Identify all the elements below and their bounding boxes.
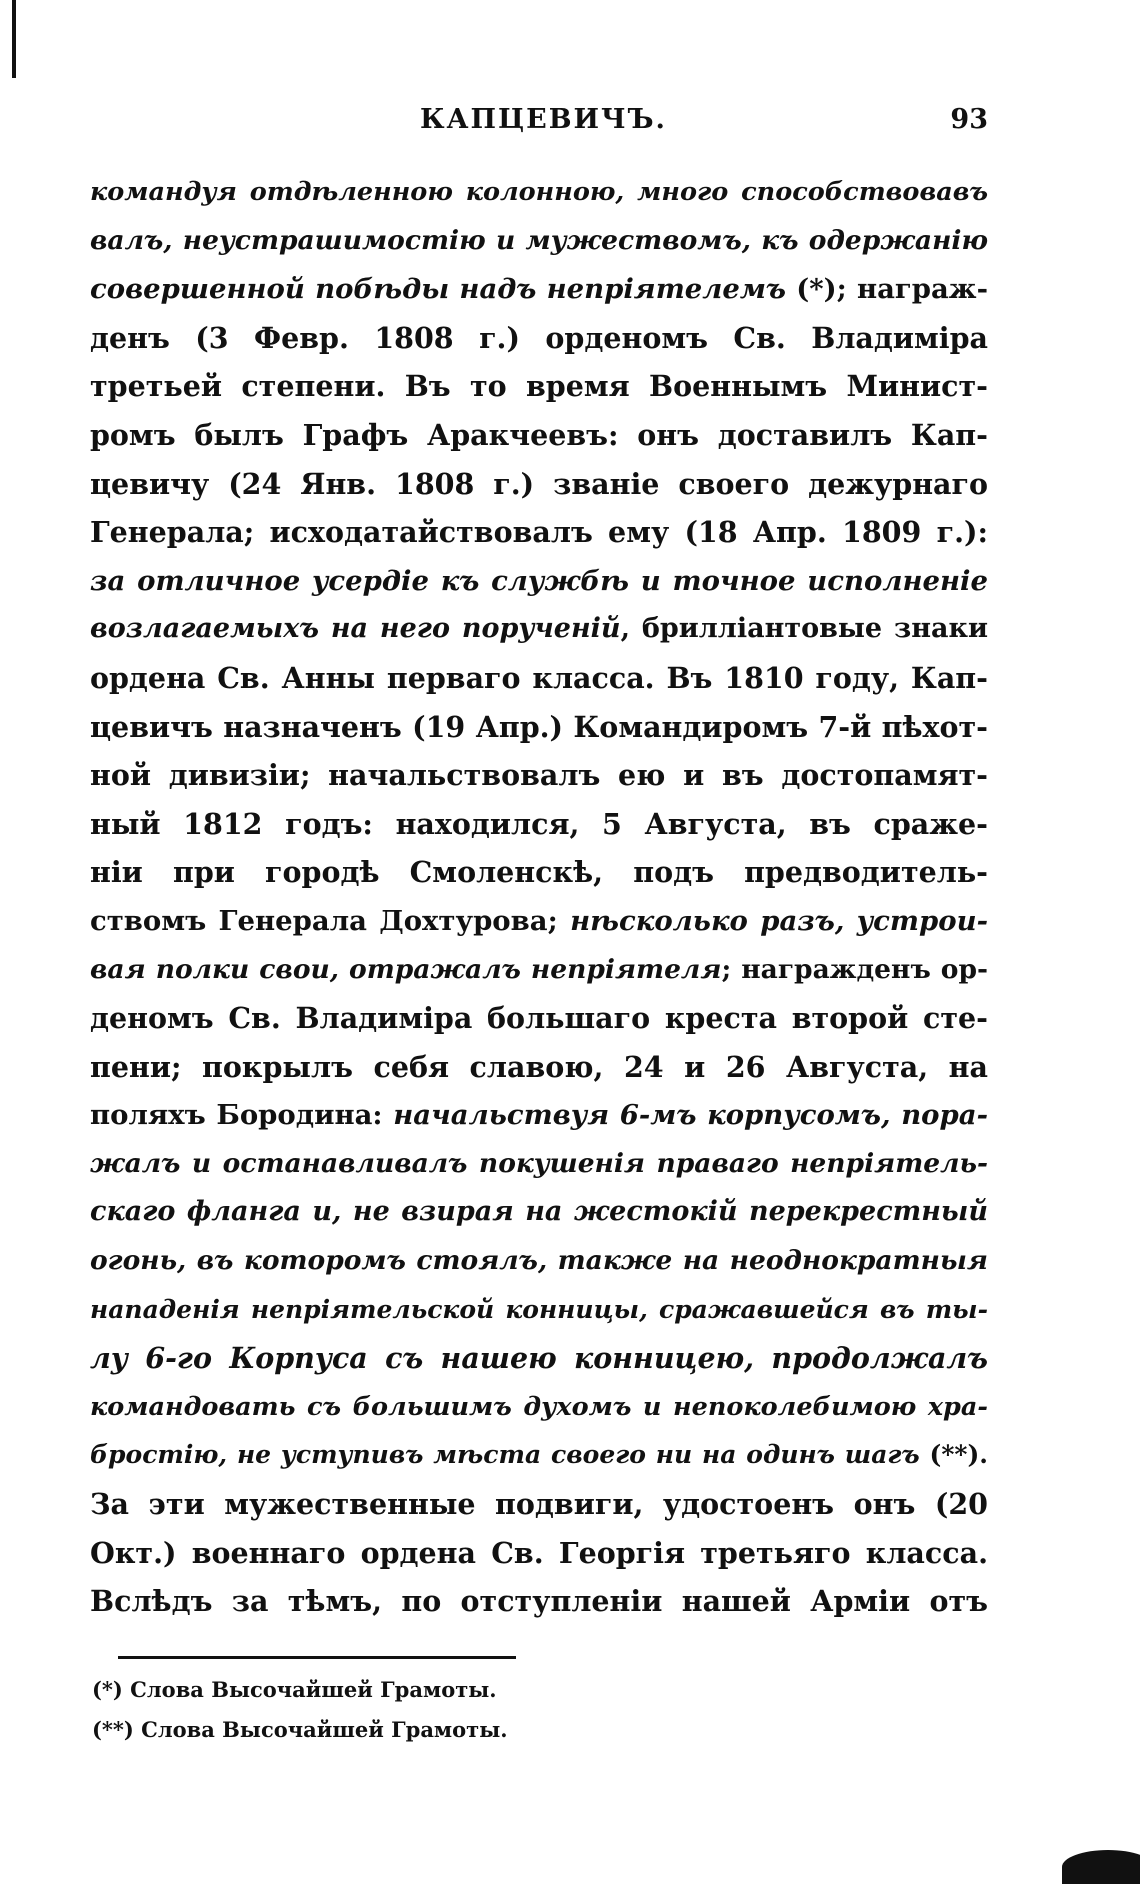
text-line <box>90 1188 988 1237</box>
text-line <box>90 800 988 849</box>
text-line <box>90 314 988 363</box>
text-line <box>90 411 988 460</box>
text-run: , бриллiантовые знаки <box>620 613 988 645</box>
text-run: деномъ Св. Владиміра большаго креста второй сте- <box>90 1001 988 1036</box>
text-line <box>90 1431 988 1480</box>
text-run: (*); награж- <box>786 273 988 306</box>
italic-quote: валъ, неустрашимостію и мужествомъ, къ одержанію <box>90 224 988 256</box>
page-edge-line <box>12 0 16 78</box>
text-run: ный 1812 годъ: находился, 5 Августа, въ сраже- <box>90 806 988 841</box>
text-line <box>90 1091 988 1140</box>
text-run: ; награжденъ ор- <box>721 953 988 985</box>
text-run: Окт.) военнаго ордена Св. Георгія третьяго класса. <box>90 1535 988 1570</box>
text-line <box>90 1043 988 1092</box>
text-run: денъ (3 Февр. 1808 г.) орденомъ Св. Владиміра <box>90 320 988 355</box>
text-run: ной дивизіи; начальствовалъ ею и въ достопамят- <box>90 758 988 793</box>
text-run: Генерала; исходатайствовалъ ему (18 Апр. 1809 г.): <box>90 515 988 550</box>
text-run: поляхъ Бородина: <box>90 1099 394 1132</box>
text-line <box>90 265 988 314</box>
running-head: КАПЦЕВИЧЪ. <box>420 104 667 135</box>
italic-quote: бростію, не уступивъ мѣста своего ни на одинъ шагъ <box>90 1440 920 1470</box>
text-line <box>90 168 988 217</box>
text-line <box>90 994 988 1043</box>
italic-quote: жалъ и останавливалъ покушенія праваго непріятель- <box>90 1147 988 1179</box>
text-run: ствомъ Генерала Дохтурова; <box>90 904 571 937</box>
body-text <box>90 168 988 1626</box>
italic-quote: вая полки свои, отражалъ непріятеля <box>90 953 722 985</box>
text-line <box>90 605 988 654</box>
italic-quote: скаго фланга и, не взирая на жестокій перекрестный <box>90 1196 988 1228</box>
text-run: ордена Св. Анны перваго класса. Въ 1810 году, Кап- <box>90 660 988 695</box>
italic-quote: командовать съ большимъ духомъ и непоколебимою хра- <box>90 1391 988 1422</box>
text-line <box>90 1383 988 1432</box>
text-line <box>90 1480 988 1529</box>
text-line <box>90 508 988 557</box>
text-run: цевичъ назначенъ (19 Апр.) Командиромъ 7-й пѣхот- <box>90 709 988 744</box>
italic-quote: лу 6-го Корпуса съ нашею конницею, продолжалъ <box>90 1341 988 1376</box>
text-run: За эти мужественные подвиги, удостоенъ онъ (20 <box>90 1487 988 1522</box>
text-run: пени; покрылъ себя славою, 24 и 26 Августа, на <box>90 1049 988 1084</box>
footnote-1: (*) Слова Высочайшей Грамоты. <box>92 1677 497 1702</box>
text-line <box>90 557 988 606</box>
text-line <box>90 897 988 946</box>
text-run: цевичу (24 Янв. 1808 г.) званіе своего дежурнаго <box>90 466 988 501</box>
text-line <box>90 946 988 995</box>
italic-quote: возлагаемыхъ на него порученій <box>90 613 621 645</box>
text-line <box>90 703 988 752</box>
italic-quote: огонь, въ которомъ стоялъ, также на неоднократныя <box>90 1245 988 1277</box>
page-header <box>90 104 988 144</box>
italic-quote: нападенія непріятельской конницы, сражавшейся въ ты- <box>90 1294 988 1324</box>
italic-quote: совершенной побѣды надъ непріятелемъ <box>90 273 787 306</box>
footnote-divider <box>118 1656 516 1659</box>
italic-quote: командуя отдѣленною колонною, много способствовавъ <box>90 177 988 207</box>
text-run: ромъ былъ Графъ Аракчеевъ: онъ доставилъ Кап- <box>90 417 988 452</box>
text-line <box>90 362 988 411</box>
text-line <box>90 1577 988 1626</box>
text-line <box>90 848 988 897</box>
text-run: Вслѣдъ за тѣмъ, по отступленіи нашей Арміи отъ <box>90 1584 988 1619</box>
text-line <box>90 1140 988 1189</box>
text-line <box>90 217 988 266</box>
footnote-2: (**) Слова Высочайшей Грамоты. <box>92 1717 508 1742</box>
text-line <box>90 460 988 509</box>
text-run: ніи при городѣ Смоленскѣ, подъ предводитель- <box>90 855 988 890</box>
italic-quote: нѣсколько разъ, устрои- <box>570 904 988 937</box>
text-line <box>90 751 988 800</box>
text-line <box>90 1334 988 1383</box>
italic-quote: за отличное усердіе къ службѣ и точное исполненіе <box>90 564 988 597</box>
text-line <box>90 1286 988 1335</box>
footnotes <box>92 1670 792 1750</box>
text-line <box>90 1237 988 1286</box>
ink-blot <box>1062 1850 1140 1884</box>
text-line <box>90 1529 988 1578</box>
text-run: (**). <box>919 1440 988 1470</box>
text-line <box>90 654 988 703</box>
text-run: третьей степени. Въ то время Военнымъ Минист- <box>90 369 988 404</box>
page-number: 93 <box>950 104 988 135</box>
italic-quote: начальствуя 6-мъ корпусомъ, пора- <box>393 1099 988 1132</box>
